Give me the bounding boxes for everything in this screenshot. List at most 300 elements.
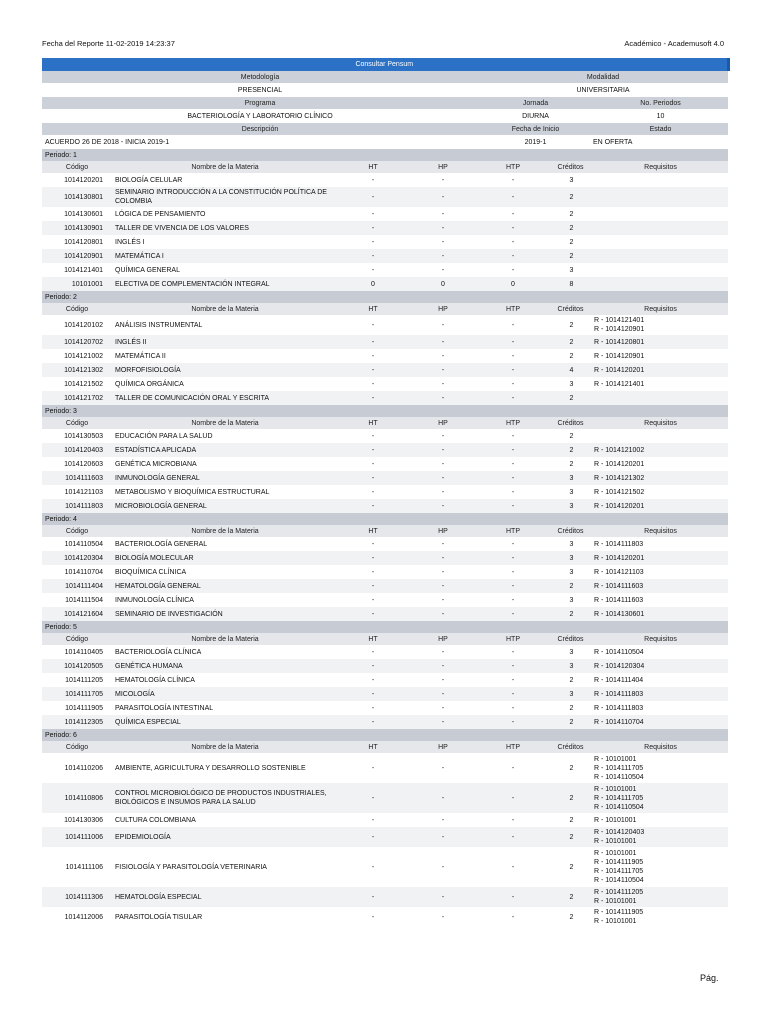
requisito-item: R - 1014111803 xyxy=(594,540,644,548)
period-title: Periodo: 4 xyxy=(42,513,728,525)
course-htp: - xyxy=(478,715,548,729)
course-ht: - xyxy=(338,363,408,377)
course-nombre: METABOLISMO Y BIOQUÍMICA ESTRUCTURAL xyxy=(115,488,270,496)
course-requisitos xyxy=(593,363,728,377)
course-nombre: MICROBIOLOGÍA GENERAL xyxy=(112,499,338,513)
course-nombre: QUÍMICA ORGÁNICA xyxy=(115,380,184,388)
requisito-item: R - 10101001 xyxy=(594,838,637,845)
column-header-requisitos: Requisitos xyxy=(593,741,728,753)
column-header-codigo: Código xyxy=(42,161,112,173)
course-creditos: 2 xyxy=(548,607,593,621)
course-creditos: 2 xyxy=(569,764,574,772)
course-nombre: SEMINARIO INTRODUCCIÓN A LA CONSTITUCIÓN POLÍTICA DE COLOMBIA xyxy=(112,187,338,207)
course-row xyxy=(42,471,728,485)
course-hp: - xyxy=(441,648,445,656)
descripcion-label: Descripción xyxy=(42,123,478,135)
course-nombre: SEMINARIO DE INVESTIGACIÓN xyxy=(112,607,338,621)
course-htp: - xyxy=(511,380,515,388)
course-row xyxy=(42,887,728,907)
requisito-item: R - 1014120201 xyxy=(594,460,645,468)
course-htp: - xyxy=(478,887,548,907)
course-hp: - xyxy=(441,238,445,246)
course-ht: - xyxy=(371,676,375,684)
course-nombre: GENÉTICA HUMANA xyxy=(112,659,338,673)
course-codigo: 1014120201 xyxy=(64,176,103,184)
course-hp: - xyxy=(408,887,478,907)
course-hp: 0 xyxy=(408,277,478,291)
course-htp: - xyxy=(478,335,548,349)
course-hp: - xyxy=(441,432,445,440)
course-nombre: CONTROL MICROBIOLÓGICO DE PRODUCTOS INDUSTRIALES, BIOLÓGICOS E INSUMOS PARA LA SALUD xyxy=(112,783,338,813)
course-row xyxy=(42,593,728,607)
info-value-row-2 xyxy=(42,109,728,123)
course-hp: - xyxy=(441,380,445,388)
column-header-requisitos: Requisitos xyxy=(593,417,728,429)
requisito-item: R - 1014121002 xyxy=(594,446,645,454)
course-row xyxy=(42,377,728,391)
report-date: Fecha del Reporte 11-02-2019 14:23:37 xyxy=(42,39,175,48)
course-nombre: INMUNOLOGÍA CLÍNICA xyxy=(115,596,194,604)
requisito-item: R - 10101001 xyxy=(594,816,637,824)
course-creditos: 3 xyxy=(548,471,593,485)
course-nombre: BIOLOGÍA CELULAR xyxy=(115,176,183,184)
period-header xyxy=(42,621,728,633)
course-ht: - xyxy=(371,596,375,604)
course-creditos: 2 xyxy=(548,335,593,349)
course-row xyxy=(42,499,728,513)
course-row xyxy=(42,551,728,565)
course-requisitos xyxy=(593,235,728,249)
course-ht: - xyxy=(338,887,408,907)
course-htp: - xyxy=(478,391,548,405)
requisito-item: R - 10101001 xyxy=(594,785,637,793)
course-requisitos xyxy=(593,701,728,715)
course-requisitos xyxy=(593,907,728,927)
course-codigo: 1014120801 xyxy=(64,238,103,246)
course-requisitos xyxy=(593,315,728,335)
requisito-item: R - 1014111705 xyxy=(594,794,644,802)
course-creditos: 2 xyxy=(569,321,574,329)
course-htp: - xyxy=(511,176,515,184)
course-row xyxy=(42,907,728,927)
course-row xyxy=(42,687,728,701)
period-header xyxy=(42,291,728,303)
requisito-item: R - 10101001 xyxy=(594,755,637,763)
course-htp: - xyxy=(511,568,515,576)
course-nombre: ESTADÍSTICA APLICADA xyxy=(112,443,338,457)
column-header-nombre: Nombre de la Materia xyxy=(112,417,338,429)
course-codigo: 1014110704 xyxy=(64,568,103,576)
course-hp: - xyxy=(408,607,478,621)
course-htp: - xyxy=(478,249,548,263)
course-ht: - xyxy=(338,659,408,673)
requisito-item: R - 1014111905 xyxy=(594,859,644,866)
course-hp: - xyxy=(408,687,478,701)
course-hp: - xyxy=(408,335,478,349)
column-header-htp: HTP xyxy=(478,161,548,173)
course-requisitos xyxy=(593,485,728,499)
course-creditos: 3 xyxy=(548,659,593,673)
course-nombre: BACTERIOLOGÍA CLÍNICA xyxy=(115,648,202,656)
requisito-item: R - 1014111905 xyxy=(594,909,644,916)
course-hp: - xyxy=(408,363,478,377)
course-htp: - xyxy=(478,443,548,457)
course-hp: - xyxy=(441,863,445,871)
course-row xyxy=(42,701,728,715)
course-codigo: 1014121702 xyxy=(42,391,112,405)
course-ht: - xyxy=(371,176,375,184)
course-requisitos xyxy=(593,607,728,621)
course-codigo: 1014111306 xyxy=(42,887,112,907)
course-row xyxy=(42,813,728,827)
course-codigo: 1014120702 xyxy=(42,335,112,349)
course-hp: - xyxy=(408,579,478,593)
column-header-ht: HT xyxy=(338,741,408,753)
course-codigo: 1014111006 xyxy=(42,827,112,847)
course-hp: - xyxy=(441,460,445,468)
course-row xyxy=(42,221,728,235)
course-nombre: CULTURA COLOMBIANA xyxy=(115,816,196,824)
course-nombre: INMUNOLOGÍA GENERAL xyxy=(112,471,338,485)
course-codigo: 1014111404 xyxy=(42,579,112,593)
course-row xyxy=(42,753,728,783)
course-codigo: 1014120603 xyxy=(64,460,103,468)
course-ht: - xyxy=(371,460,375,468)
requisito-item: R - 1014120201 xyxy=(594,502,645,510)
course-hp: - xyxy=(441,816,445,824)
course-codigo: 1014130801 xyxy=(42,187,112,207)
course-row xyxy=(42,277,728,291)
course-row xyxy=(42,659,728,673)
course-nombre: LÓGICA DE PENSAMIENTO xyxy=(115,210,206,218)
period-header xyxy=(42,149,728,161)
course-nombre: EPIDEMIOLOGÍA xyxy=(112,827,338,847)
pensum-table xyxy=(42,58,730,927)
course-htp: - xyxy=(511,460,515,468)
course-hp: - xyxy=(441,540,445,548)
course-nombre: INGLÉS II xyxy=(112,335,338,349)
period-title: Periodo: 3 xyxy=(42,405,728,417)
requisito-item: R - 1014110704 xyxy=(594,718,644,726)
column-header-nombre: Nombre de la Materia xyxy=(112,303,338,315)
course-requisitos xyxy=(593,753,728,783)
course-row xyxy=(42,607,728,621)
requisito-item: R - 10101001 xyxy=(594,898,637,905)
requisito-item: R - 1014111705 xyxy=(594,868,644,875)
course-htp: - xyxy=(478,499,548,513)
course-htp: - xyxy=(511,488,515,496)
course-ht: - xyxy=(338,551,408,565)
requisito-item: R - 1014121103 xyxy=(594,568,644,576)
requisito-item: R - 1014110504 xyxy=(594,803,644,811)
course-htp: - xyxy=(478,827,548,847)
course-nombre: QUÍMICA ESPECIAL xyxy=(112,715,338,729)
course-requisitos xyxy=(593,429,728,443)
requisito-item: R - 1014120201 xyxy=(594,366,645,374)
course-creditos: 8 xyxy=(548,277,593,291)
course-hp: - xyxy=(408,187,478,207)
programa-label: Programa xyxy=(42,97,478,109)
course-ht: - xyxy=(371,540,375,548)
course-creditos: 3 xyxy=(548,551,593,565)
course-codigo: 1014121502 xyxy=(64,380,103,388)
course-htp: - xyxy=(511,238,515,246)
course-requisitos xyxy=(593,537,728,551)
column-header-codigo: Código xyxy=(42,741,112,753)
course-codigo: 1014110206 xyxy=(64,764,103,772)
column-header-hp: HP xyxy=(408,633,478,645)
column-header-requisitos: Requisitos xyxy=(593,161,728,173)
period-header xyxy=(42,405,728,417)
column-header-ht: HT xyxy=(338,525,408,537)
course-codigo: 1014121302 xyxy=(42,363,112,377)
requisito-item: R - 1014111404 xyxy=(594,676,644,684)
column-header-nombre: Nombre de la Materia xyxy=(112,525,338,537)
requisito-item: R - 1014110504 xyxy=(594,877,644,884)
course-nombre: ANÁLISIS INSTRUMENTAL xyxy=(115,321,203,329)
course-ht: - xyxy=(371,648,375,656)
periodos-value: 10 xyxy=(593,109,728,123)
course-nombre: PARASITOLOGÍA INTESTINAL xyxy=(115,704,214,712)
course-codigo: 1014110405 xyxy=(64,648,103,656)
course-creditos: 2 xyxy=(548,187,593,207)
course-creditos: 2 xyxy=(569,913,574,921)
column-header-nombre: Nombre de la Materia xyxy=(112,161,338,173)
requisito-item: R - 1014111205 xyxy=(594,889,644,896)
course-hp: - xyxy=(441,568,445,576)
period-title: Periodo: 5 xyxy=(42,621,728,633)
requisito-item: R - 1014121401 xyxy=(594,317,645,324)
course-creditos: 2 xyxy=(548,391,593,405)
course-hp: - xyxy=(408,715,478,729)
course-ht: - xyxy=(338,579,408,593)
column-header-htp: HTP xyxy=(478,525,548,537)
column-header-htp: HTP xyxy=(478,303,548,315)
course-codigo: 1014111504 xyxy=(65,596,103,604)
course-row xyxy=(42,207,728,221)
course-htp: - xyxy=(511,816,515,824)
course-hp: - xyxy=(408,783,478,813)
course-requisitos xyxy=(593,659,728,673)
course-nombre: GENÉTICA MICROBIANA xyxy=(115,460,197,468)
column-header-row xyxy=(42,633,728,645)
course-creditos: 2 xyxy=(548,783,593,813)
column-header-creditos: Créditos xyxy=(548,525,593,537)
course-codigo: 1014121103 xyxy=(64,488,103,496)
course-requisitos xyxy=(593,687,728,701)
estado-value: EN OFERTA xyxy=(593,135,728,149)
period-title: Periodo: 1 xyxy=(42,149,728,161)
course-htp: - xyxy=(511,321,515,329)
course-htp: - xyxy=(511,266,515,274)
period-header xyxy=(42,729,728,741)
course-nombre: MATEMÁTICA II xyxy=(115,352,166,360)
course-codigo: 1014111905 xyxy=(65,704,103,712)
course-ht: - xyxy=(371,704,375,712)
course-nombre: BIOQUÍMICA CLÍNICA xyxy=(115,568,187,576)
course-requisitos xyxy=(593,263,728,277)
course-codigo: 1014130901 xyxy=(42,221,112,235)
course-htp: - xyxy=(511,540,515,548)
column-header-creditos: Créditos xyxy=(548,741,593,753)
course-nombre: AMBIENTE, AGRICULTURA Y DESARROLLO SOSTENIBLE xyxy=(115,764,306,772)
info-value-row-1 xyxy=(42,83,728,97)
requisito-item: R - 10101001 xyxy=(594,850,637,857)
course-hp: - xyxy=(408,551,478,565)
course-ht: - xyxy=(371,210,375,218)
course-requisitos xyxy=(593,783,728,813)
metodologia-value: PRESENCIAL xyxy=(42,83,478,97)
requisito-item: R - 1014120901 xyxy=(594,326,645,333)
course-row xyxy=(42,263,728,277)
column-header-row xyxy=(42,303,728,315)
column-header-creditos: Créditos xyxy=(548,417,593,429)
course-ht: - xyxy=(371,266,375,274)
course-hp: - xyxy=(408,249,478,263)
course-ht: - xyxy=(338,221,408,235)
course-nombre: TALLER DE COMUNICACIÓN ORAL Y ESCRITA xyxy=(112,391,338,405)
course-ht: - xyxy=(371,913,375,921)
course-htp: - xyxy=(511,648,515,656)
course-row xyxy=(42,429,728,443)
column-header-requisitos: Requisitos xyxy=(593,633,728,645)
course-nombre: BIOLOGÍA MOLECULAR xyxy=(112,551,338,565)
course-codigo: 1014111106 xyxy=(65,863,103,871)
column-header-hp: HP xyxy=(408,741,478,753)
course-ht: - xyxy=(371,488,375,496)
course-row xyxy=(42,673,728,687)
course-requisitos xyxy=(593,715,728,729)
course-creditos: 2 xyxy=(548,443,593,457)
course-htp: - xyxy=(511,676,515,684)
requisito-item: R - 1014120304 xyxy=(594,662,645,670)
course-hp: - xyxy=(408,659,478,673)
course-nombre: EDUCACIÓN PARA LA SALUD xyxy=(115,432,213,440)
course-nombre: HEMATOLOGÍA ESPECIAL xyxy=(112,887,338,907)
course-hp: - xyxy=(441,321,445,329)
course-creditos: 2 xyxy=(548,887,593,907)
column-header-htp: HTP xyxy=(478,417,548,429)
course-requisitos xyxy=(593,565,728,579)
column-header-row xyxy=(42,741,728,753)
column-header-row xyxy=(42,417,728,429)
course-creditos: 2 xyxy=(569,352,574,360)
course-codigo: 10101001 xyxy=(42,277,112,291)
course-codigo: 1014120901 xyxy=(42,249,112,263)
column-header-creditos: Créditos xyxy=(548,303,593,315)
course-nombre: QUÍMICA GENERAL xyxy=(115,266,180,274)
course-creditos: 3 xyxy=(569,380,574,388)
course-htp: - xyxy=(478,363,548,377)
course-requisitos xyxy=(593,645,728,659)
course-row xyxy=(42,187,728,207)
metodologia-label: Metodología xyxy=(42,71,478,83)
course-htp: - xyxy=(478,607,548,621)
course-ht: - xyxy=(338,249,408,263)
course-requisitos xyxy=(593,377,728,391)
requisito-item: R - 1014120403 xyxy=(594,829,645,836)
course-requisitos xyxy=(593,391,728,405)
course-row xyxy=(42,363,728,377)
course-nombre: PARASITOLOGÍA TISULAR xyxy=(115,913,203,921)
column-header-ht: HT xyxy=(338,417,408,429)
course-ht: - xyxy=(338,783,408,813)
course-ht: - xyxy=(338,335,408,349)
course-codigo: 1014120304 xyxy=(42,551,112,565)
course-codigo: 1014111603 xyxy=(42,471,112,485)
course-requisitos xyxy=(593,349,728,363)
course-creditos: 2 xyxy=(569,816,574,824)
course-codigo: 1014121401 xyxy=(64,266,103,274)
course-row xyxy=(42,173,728,187)
course-creditos: 3 xyxy=(569,176,574,184)
course-creditos: 2 xyxy=(569,460,574,468)
requisito-item: R - 1014111603 xyxy=(594,596,644,604)
course-creditos: 2 xyxy=(548,249,593,263)
course-hp: - xyxy=(441,176,445,184)
column-header-codigo: Código xyxy=(42,417,112,429)
course-creditos: 3 xyxy=(548,499,593,513)
course-nombre: ELECTIVA DE COMPLEMENTACIÓN INTEGRAL xyxy=(112,277,338,291)
course-requisitos xyxy=(593,249,728,263)
course-htp: - xyxy=(511,913,515,921)
course-htp: - xyxy=(511,764,515,772)
course-codigo: 1014120403 xyxy=(42,443,112,457)
course-row xyxy=(42,847,728,887)
course-nombre: HEMATOLOGÍA CLÍNICA xyxy=(115,676,195,684)
course-row xyxy=(42,457,728,471)
course-requisitos xyxy=(593,277,728,291)
course-requisitos xyxy=(593,887,728,907)
column-header-ht: HT xyxy=(338,161,408,173)
course-ht: - xyxy=(338,471,408,485)
course-row xyxy=(42,485,728,499)
course-hp: - xyxy=(441,913,445,921)
course-creditos: 3 xyxy=(569,540,574,548)
course-row xyxy=(42,715,728,729)
course-ht: - xyxy=(371,352,375,360)
course-htp: - xyxy=(511,596,515,604)
column-header-requisitos: Requisitos xyxy=(593,525,728,537)
course-creditos: 2 xyxy=(548,827,593,847)
course-requisitos xyxy=(593,499,728,513)
course-requisitos xyxy=(593,221,728,235)
estado-label: Estado xyxy=(593,123,728,135)
course-ht: - xyxy=(338,499,408,513)
course-row xyxy=(42,565,728,579)
course-creditos: 3 xyxy=(569,568,574,576)
course-htp: - xyxy=(511,352,515,360)
course-nombre: TALLER DE VIVENCIA DE LOS VALORES xyxy=(112,221,338,235)
course-ht: - xyxy=(338,187,408,207)
column-header-requisitos: Requisitos xyxy=(593,303,728,315)
course-row xyxy=(42,537,728,551)
course-hp: - xyxy=(408,499,478,513)
column-header-hp: HP xyxy=(408,161,478,173)
page-footer: Pág. xyxy=(700,973,719,983)
requisito-item: R - 1014120201 xyxy=(594,554,645,562)
course-htp: - xyxy=(478,659,548,673)
column-header-hp: HP xyxy=(408,525,478,537)
course-hp: - xyxy=(408,443,478,457)
course-codigo: 1014130601 xyxy=(64,210,103,218)
requisito-item: R - 1014121502 xyxy=(594,488,645,496)
course-htp: - xyxy=(478,551,548,565)
inicio-label: Fecha de Inicio xyxy=(478,123,593,135)
jornada-label: Jornada xyxy=(478,97,593,109)
course-creditos: 2 xyxy=(569,210,574,218)
course-requisitos xyxy=(593,443,728,457)
